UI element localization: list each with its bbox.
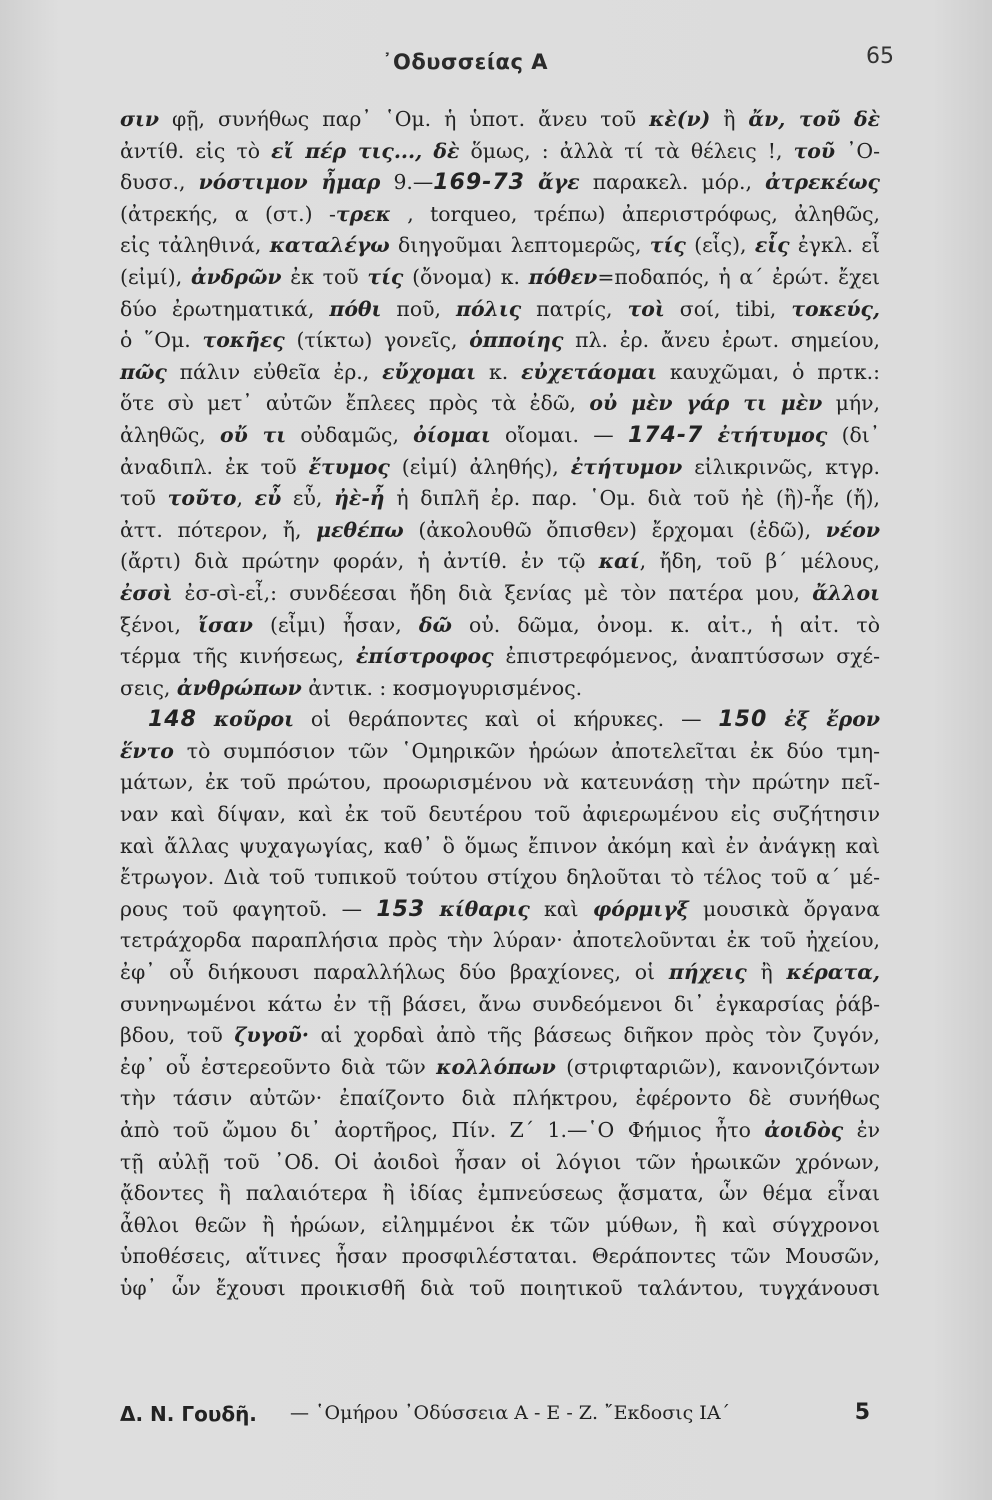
lemma-term: εὔχομαι: [382, 359, 477, 384]
lemma-term: μεθέπω: [316, 517, 404, 542]
text-run: ᾄδοντες ἢ παλαιότερα ἢ ἰδίας ἐμπνεύσεως ᾄσματα, ὧν θέμα εἶναι: [120, 1181, 880, 1206]
lemma-term: φόρμιγξ: [592, 896, 689, 921]
text-line: [120, 1273, 880, 1305]
text-run: οὐ. δῶμα, ὀνομ. κ. αἰτ., ἡ αἰτ. τὸ: [451, 612, 880, 637]
text-run: ἀναδιπλ. ἐκ τοῦ: [120, 454, 309, 479]
text-run: καυχῶμαι, ὁ πρτκ.:: [656, 359, 880, 384]
lemma-term: εὖ: [254, 486, 282, 511]
text-run: τὸ συμπόσιον τῶν ῾Ομηρικῶν ἡρώων ἀποτελεῖται ἐκ δύο τμη-: [173, 738, 880, 763]
text-run: ἐσ-σὶ-εἶ,: συνδέεσαι ἤδη διὰ ξενίας μὲ τὸν πατέρα μου,: [172, 580, 813, 605]
text-run: ὅτε σὺ μετ᾿ αὐτῶν ἔπλεες πρὸς τὰ ἐδῶ,: [120, 391, 590, 416]
lemma-term: ἀτρεκέως: [765, 170, 880, 195]
text-line: [120, 546, 880, 578]
text-line: [120, 1241, 880, 1273]
lemma-term: ὀίομαι: [413, 422, 491, 447]
text-run: παρακελ. μόρ.,: [579, 170, 766, 195]
lemma-term: ἀνθρώπων: [176, 675, 302, 700]
text-run: ἆθλοι θεῶν ἢ ἡρώων, εἰλημμένοι ἐκ τῶν μύθων, ἢ καὶ σύγχρονοι: [120, 1212, 880, 1237]
text-run: φῇ, συνήθως παρ᾿ ῾Ομ. ἡ ὑποτ. ἄνευ τοῦ: [159, 107, 650, 131]
text-run: (εἶμι) ἦσαν,: [252, 612, 419, 637]
text-line: [120, 957, 880, 989]
lemma-term: κὲ(ν): [649, 107, 711, 131]
signature-mark: 5: [854, 1400, 870, 1425]
lemma-term: νόστιμον ἦμαρ: [198, 170, 381, 195]
lemma-term: τοκῆες: [202, 328, 285, 353]
text-line: [120, 294, 880, 326]
text-run: (ἀκολουθῶ ὄπισθεν) ἔρχομαι (ἐδῶ),: [403, 517, 826, 542]
text-run: ἐφ᾿ οὗ ἐστερεοῦντο διὰ τῶν: [120, 1054, 437, 1079]
lemma-term: πήχεις: [668, 960, 747, 985]
text-run: ὅμως, : ἀλλὰ τί τὰ θέλεις !,: [459, 138, 794, 163]
text-line: [120, 515, 880, 547]
text-line: [120, 167, 880, 199]
text-run: [197, 707, 214, 731]
text-line: [120, 262, 880, 294]
lemma-term: τοὶ: [627, 296, 665, 321]
text-line: [120, 1115, 880, 1147]
lemma-term: ἀοιδὸς: [764, 1118, 844, 1142]
text-line: [120, 610, 880, 642]
verse-number: 174-7: [627, 422, 704, 448]
text-run: καὶ ἄλλας ψυχαγωγίας, καθ᾿ ὃ ὅμως ἔπινον ἀκόμη καὶ ἐν ἀνάγκῃ καὶ: [120, 833, 880, 858]
lemma-term: πόλις: [456, 296, 522, 321]
text-run: ἐγκλ. εἶ: [789, 233, 880, 258]
text-run: (τίκτω) γονεῖς,: [284, 328, 470, 353]
text-run: εἰς τἀληθινά,: [120, 233, 270, 258]
text-run: ἐκ τοῦ: [281, 264, 368, 289]
lemma-term: ἕντο: [120, 738, 174, 763]
lemma-term: τοῦτο: [167, 486, 237, 511]
lemma-term: ἐτήτυμος: [717, 422, 828, 447]
text-line: [120, 736, 880, 768]
text-run: ναν καὶ δίψαν, καὶ ἐκ τοῦ δευτέρου τοῦ ἀφιερωμένου εἰς συζήτησιν: [120, 802, 880, 827]
text-line: [120, 862, 880, 894]
text-run: τῇ αὐλῇ τοῦ ᾿Οδ. Οἱ ἀοιδοὶ ἦσαν οἱ λόγιοι τῶν ἡρωικῶν χρόνων,: [120, 1149, 880, 1174]
text-run: 9.—: [380, 170, 434, 195]
lemma-term: νέον: [825, 517, 880, 542]
text-run: ξένοι,: [120, 612, 199, 637]
text-run: κ.: [476, 359, 522, 384]
text-line: [120, 325, 880, 357]
text-run: (στριφταριῶν), κανονιζόντων: [555, 1054, 880, 1079]
lemma-term: ἐξ ἔρον: [784, 707, 880, 732]
text-run: δυσσ.,: [120, 170, 199, 195]
lemma-term: ἄλλοι: [812, 580, 880, 605]
lemma-term: δῶ: [418, 612, 452, 637]
lemma-term: εἷς: [754, 233, 790, 258]
text-run: ὁ ῞Ομ.: [120, 328, 203, 353]
text-line: [120, 1020, 880, 1052]
text-run: διηγοῦμαι λεπτομερῶς,: [389, 233, 650, 258]
text-run: δύο ἐρωτηματικά,: [120, 296, 330, 321]
lemma-term: ἴσαν: [198, 612, 253, 637]
text-run: συνηνωμένοι κάτω ἐν τῇ βάσει, ἄνω συνδεόμενοι δι᾿ ἐγκαρσίας ῥάβ-: [120, 991, 880, 1016]
text-run: μουσικὰ ὄργανα: [688, 896, 881, 921]
text-run: [703, 423, 717, 447]
lemma-term: ἠὲ-ἦ: [334, 486, 385, 511]
verse-number: 150: [718, 707, 768, 733]
text-line: [120, 1210, 880, 1242]
text-run: οἱ θεράποντες καὶ οἱ κήρυκες. —: [293, 707, 719, 732]
text-run: οὐδαμῶς,: [286, 422, 414, 447]
text-run: ἀπὸ τοῦ ὤμου δι᾿ ἀορτῆρος, Πίν. Ζ΄ 1.—῾Ο Φήμιος ἦτο: [120, 1118, 765, 1142]
text-run: ἢ: [746, 960, 787, 985]
text-line: [120, 704, 880, 736]
text-run: (εἰμί) ἀληθής),: [389, 454, 571, 479]
lemma-term: καταλέγω: [269, 233, 390, 258]
text-run: ἔτρωγον. Διὰ τοῦ τυπικοῦ τούτου στίχου δηλοῦται τὸ τέλος τοῦ α΄ μέ-: [120, 865, 880, 890]
text-run: (εἰμί),: [120, 264, 191, 289]
lemma-term: ἐσσὶ: [120, 580, 173, 605]
text-run: πατρίς,: [521, 296, 628, 321]
text-run: πάλιν εὐθεῖα ἐρ.,: [166, 359, 383, 384]
footer: [120, 1398, 880, 1432]
lemma-term: πῶς: [120, 359, 167, 384]
text-run: [425, 897, 439, 921]
lemma-term: τίς: [367, 264, 404, 289]
text-run: ὑφ᾿ ὧν ἔχουσι προικισθῆ διὰ τοῦ ποιητικοῦ ταλάντου, τυγχάνουσι: [120, 1275, 880, 1300]
text-run: ἀντίθ. εἰς τὸ: [120, 138, 272, 163]
text-run: [525, 170, 538, 194]
lemma-term: εἴ πέρ τις...,: [271, 138, 423, 163]
text-line: [120, 420, 880, 452]
text-run: (εἷς),: [685, 233, 755, 258]
text-run: ἀληθῶς,: [120, 422, 220, 447]
text-line: [120, 894, 880, 926]
text-run: =ποδαπός, ἡ α΄ ἐρώτ. ἔχει: [597, 264, 880, 289]
text-run: (ἄρτι) διὰ πρώτην φοράν, ἡ ἀντίθ. ἐν τῷ: [120, 549, 599, 574]
text-run: ἐφ᾿ οὗ διήκουσι παραλλήλως δύο βραχίονες, οἱ: [120, 960, 669, 985]
text-line: [120, 1147, 880, 1179]
lemma-term: ἀνδρῶν: [190, 264, 282, 289]
text-line: [120, 641, 880, 673]
text-run: ἀττ. πότερον, ἤ,: [120, 517, 317, 542]
text-run: (ὄνομα) κ.: [403, 264, 529, 289]
text-line: [120, 230, 880, 262]
footer-title: — ῾Ομήρου ᾿Οδύσσεια Α - Ε - Ζ. ῎Εκδοσις ΙΑ΄: [290, 1402, 731, 1424]
text-line: [120, 104, 880, 136]
text-run: εἰλικρινῶς, κτγρ.: [682, 454, 880, 479]
text-run: μάτων, ἐκ τοῦ πρώτου, προωρισμένου νὰ κατευνάσῃ τὴν πρώτην πεῖ-: [120, 770, 880, 795]
text-run: τέρμα τῆς κινήσεως,: [120, 644, 356, 669]
text-run: τετράχορδα παραπλήσια πρὸς τὴν λύραν· ἀποτελοῦνται ἐκ τοῦ ἠχείου,: [120, 928, 880, 953]
text-line: [120, 831, 880, 863]
lemma-term: ἐπίστροφος: [355, 644, 494, 669]
lemma-term: πόθεν: [528, 264, 598, 289]
lemma-term: κέρατα,: [786, 960, 880, 985]
text-line: [120, 799, 880, 831]
text-line: [120, 483, 880, 515]
text-line: [120, 1052, 880, 1084]
text-run: ἢ: [710, 107, 749, 131]
lemma-term: ἄγε: [538, 170, 580, 195]
text-line: [120, 199, 880, 231]
text-run: καὶ: [529, 896, 593, 921]
text-line: [120, 767, 880, 799]
lemma-term: οὔ τι: [219, 422, 287, 447]
text-run: ᾿Ο-: [835, 138, 880, 163]
text-line: [120, 1178, 880, 1210]
text-run: αἱ χορδαὶ ἀπὸ τῆς βάσεως διῆκον πρὸς τὸν ζυγόν,: [308, 1023, 880, 1048]
text-line: [120, 673, 880, 705]
text-run: πλ. ἐρ. ἄνευ ἐρωτ. σημείου,: [563, 328, 880, 353]
text-line: [120, 989, 880, 1021]
running-header: [0, 44, 992, 84]
lemma-term: ἔτυμος: [308, 454, 390, 479]
text-run: σεις,: [120, 675, 177, 700]
text-run: , torqueo, τρέπω) ἀπεριστρόφως, ἀληθῶς,: [390, 201, 880, 226]
commentary-text: [120, 104, 880, 1305]
text-line: [120, 357, 880, 389]
lemma-term: ἐτήτυμον: [570, 454, 683, 479]
lemma-term: δὲ: [433, 138, 460, 163]
text-run: ποῦ,: [381, 296, 457, 321]
verse-number: 148: [148, 707, 197, 733]
page-number: 65: [866, 44, 894, 69]
text-run: τοῦ: [120, 486, 168, 511]
text-run: ,: [236, 486, 255, 511]
text-run: ἡ διπλῆ ἐρ. παρ. ῾Ομ. διὰ τοῦ ἠὲ (ἢ)-ἦε (ἤ),: [384, 486, 881, 511]
text-run: ρους τοῦ φαγητοῦ. —: [120, 896, 377, 921]
text-run: οἴομαι. —: [490, 422, 628, 447]
text-line: [120, 452, 880, 484]
lemma-term: ἄν, τοῦ δὲ: [748, 107, 880, 131]
lemma-term: πόθι: [329, 296, 382, 321]
lemma-term: καί: [598, 549, 640, 574]
text-run: τὴν τάσιν αὐτῶν· ἐπαίζοντο διὰ πλήκτρου, ἐφέροντο δὲ συνήθως: [120, 1086, 880, 1111]
lemma-term: τρεκ: [335, 201, 391, 226]
text-line: [120, 388, 880, 420]
text-run: [422, 139, 433, 163]
text-run: ὑποθέσεις, αἵτινες ἦσαν προσφιλέσταται. Θεράποντες τῶν Μουσῶν,: [120, 1244, 880, 1269]
lemma-term: τοκεύς,: [791, 296, 880, 321]
footer-author: Δ. Ν. Γουδῆ.: [120, 1402, 257, 1426]
lemma-term: ὁπποίης: [469, 328, 564, 353]
text-line: [120, 925, 880, 957]
text-run: ἀντικ. : κοσμογυρισμένος.: [301, 675, 583, 700]
text-run: [767, 707, 784, 731]
lemma-term: τίς: [649, 233, 686, 258]
text-run: ἐπιστρεφόμενος, ἀναπτύσσων σχέ-: [493, 644, 881, 669]
lemma-term: ζυγοῦ·: [234, 1023, 309, 1048]
text-run: βδου, τοῦ: [120, 1023, 235, 1048]
verse-number: 153: [376, 896, 426, 922]
text-run: σοί, tibi,: [664, 296, 792, 321]
text-line: [120, 1083, 880, 1115]
lemma-term: κίθαρις: [439, 896, 530, 921]
lemma-term: σιν: [120, 107, 160, 131]
text-line: [120, 136, 880, 168]
verse-number: 169-73: [433, 170, 525, 196]
lemma-term: τοῦ: [793, 138, 836, 163]
text-line: [120, 578, 880, 610]
lemma-term: εὐχετάομαι: [521, 359, 657, 384]
text-run: ἐν: [843, 1118, 880, 1142]
lemma-term: κολλόπων: [436, 1054, 556, 1079]
lemma-term: κοῦροι: [213, 707, 294, 732]
text-run: , ἤδη, τοῦ β΄ μέλους,: [639, 549, 880, 574]
lemma-term: οὐ μὲν γάρ τι μὲν: [589, 391, 823, 416]
text-run: (δι᾿: [827, 422, 881, 447]
text-run: εὖ,: [281, 486, 335, 511]
header-title: ᾿Οδυσσείας Α: [382, 50, 548, 74]
text-run: μήν,: [822, 391, 880, 416]
text-run: (ἀτρεκής, α (στ.) -: [120, 201, 336, 226]
